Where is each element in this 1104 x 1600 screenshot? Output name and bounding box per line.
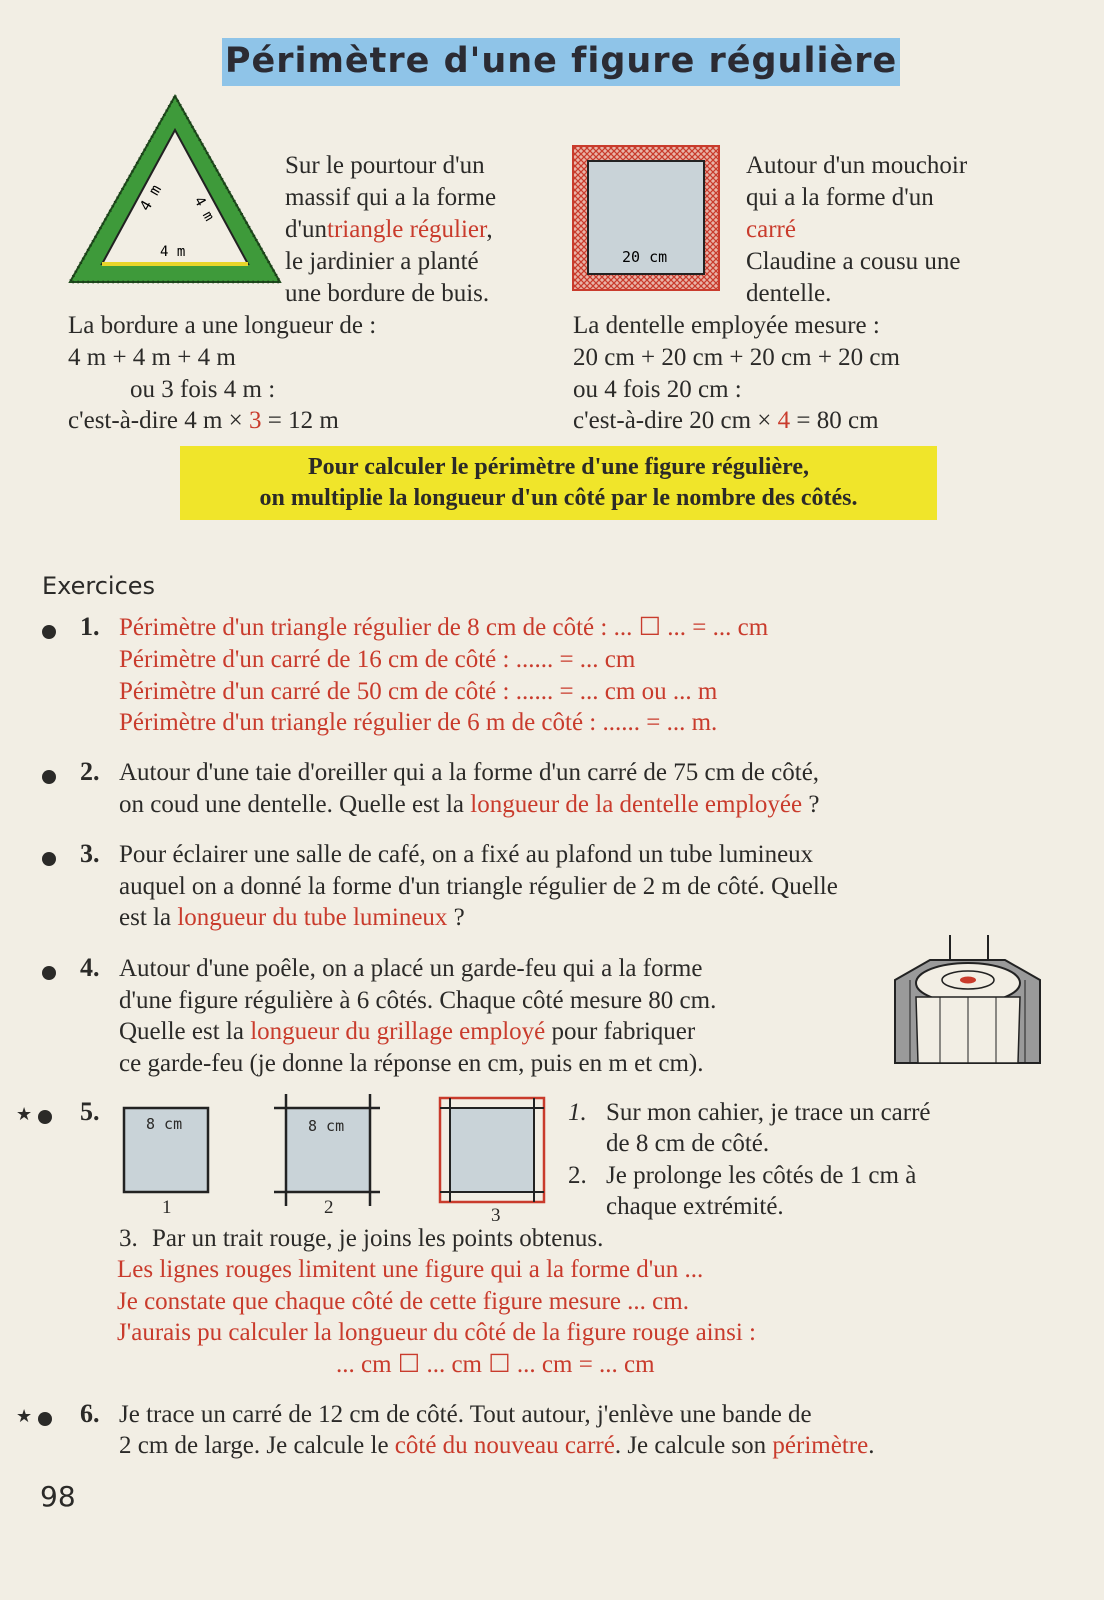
text: Quelle est la [119, 1018, 251, 1045]
exercises-heading: Exercices [42, 572, 156, 600]
bullet-icon [42, 966, 56, 980]
text-line: d'un [285, 216, 328, 243]
highlight-term: carré [746, 216, 796, 243]
exercise-number: 3. [80, 839, 100, 868]
exercise-4-line: d'une figure régulière à 6 côtés. Chaque côté mesure 80 cm. [119, 987, 717, 1014]
exercise-number: 1. [80, 612, 100, 641]
calc-result: = 12 m [261, 407, 339, 434]
step-number: 2. [568, 1162, 587, 1189]
bullet-icon [42, 852, 56, 866]
figure-number: 1 [162, 1197, 172, 1218]
highlight-term: longueur du grillage employé [250, 1018, 546, 1045]
square-text [746, 150, 1044, 310]
bullet-icon [38, 1110, 52, 1124]
figure-2-label: 8 cm [308, 1117, 345, 1135]
exercise-1-line: Périmètre d'un triangle régulier de 8 cm de côté : ... ☐ ... = ... cm [119, 614, 769, 641]
exercise-5-question: Les lignes rouges limitent une figure qui a la forme d'un ... [117, 1256, 704, 1283]
triangle-calc-4 [68, 405, 339, 437]
rule-box [180, 446, 937, 520]
triangle-illustration [68, 92, 283, 287]
triangle-side-label: 4 m [160, 244, 186, 260]
highlight-term: longueur de la dentelle employée [470, 791, 803, 818]
figure-1-label: 8 cm [146, 1115, 183, 1133]
text: ? [447, 904, 465, 931]
figure-number: 2 [324, 1197, 334, 1218]
exercise-number: 5. [80, 1097, 100, 1126]
text-line: dentelle. [746, 280, 832, 307]
exercise-5-question: Je constate que chaque côté de cette figure mesure ... cm. [117, 1288, 689, 1315]
triangle-calc-3: ou 3 fois 4 m : [130, 376, 276, 403]
exercise-1-line: Périmètre d'un carré de 16 cm de côté : ...... = ... cm [119, 646, 636, 673]
step-text: de 8 cm de côté. [606, 1130, 770, 1157]
bullet-icon [42, 625, 56, 639]
fireguard-stove-illustration [890, 935, 1045, 1070]
step-text: Sur mon cahier, je trace un carré [606, 1099, 931, 1126]
text-line: Autour d'un mouchoir [746, 152, 968, 179]
exercise-1-line: Périmètre d'un carré de 50 cm de côté : ...... = ... cm ou ... m [119, 678, 718, 705]
exercise-number: 4. [80, 953, 100, 982]
star-icon: ★ [16, 1406, 33, 1426]
exercise-5-formula: ... cm ☐ ... cm ☐ ... cm = ... cm [336, 1351, 655, 1378]
square-calc-3: ou 4 fois 20 cm : [573, 376, 742, 403]
exercise-6-line: Je trace un carré de 12 cm de côté. Tout autour, j'enlève une bande de [119, 1401, 812, 1428]
bullet-icon [38, 1412, 52, 1426]
exercise-4-line: Autour d'une poêle, on a placé un garde-feu qui a la forme [119, 955, 703, 982]
square-calc-1: La dentelle employée mesure : [573, 312, 880, 339]
text: on coud une dentelle. Quelle est la [119, 791, 471, 818]
triangle-text [285, 150, 545, 310]
highlight-term: périmètre [772, 1432, 869, 1459]
calc-result: = 80 cm [790, 407, 879, 434]
rule-line: on multiplie la longueur d'un côté par le nombre des côtés. [259, 485, 858, 511]
step-text: chaque extrémité. [606, 1193, 784, 1220]
exercise-4-line [119, 1016, 695, 1048]
exercise-3-line [119, 902, 465, 934]
text-line: une bordure de buis. [285, 280, 490, 307]
exercise-3-line: auquel on a donné la forme d'un triangle régulier de 2 m de côté. Quelle [119, 873, 838, 900]
star-icon: ★ [16, 1104, 33, 1124]
exercise-3-line: Pour éclairer une salle de café, on a fixé au plafond un tube lumineux [119, 841, 814, 868]
text-line: le jardinier a planté [285, 248, 479, 275]
highlight-term: triangle régulier [327, 216, 487, 243]
page-number: 98 [40, 1480, 76, 1513]
text-line: qui a la forme d'un [746, 184, 934, 211]
triangle-calc-1: La bordure a une longueur de : [68, 312, 377, 339]
rule-line: Pour calculer le périmètre d'une figure régulière, [308, 454, 809, 480]
square-calc-4 [573, 405, 879, 437]
text-punct: , [486, 216, 493, 243]
calc-text: c'est-à-dire 4 m × [68, 407, 250, 434]
exercise-number: 2. [80, 757, 100, 786]
text: 2 cm de large. Je calcule le [119, 1432, 395, 1459]
exercise-5-question: J'aurais pu calculer la longueur du côté de la figure rouge ainsi : [117, 1319, 756, 1346]
svg-text:4 m: 4 m [135, 181, 166, 214]
text: . [868, 1432, 875, 1459]
exercise-number: 6. [80, 1399, 100, 1428]
text: pour fabriquer [545, 1018, 696, 1045]
step-number: 1. [568, 1099, 587, 1126]
step-text: Par un trait rouge, je joins les points obtenus. [152, 1225, 604, 1252]
exercise-2-line [119, 789, 819, 821]
calc-text: c'est-à-dire 20 cm × [573, 407, 778, 434]
highlight-term: longueur du tube lumineux [177, 904, 448, 931]
text: ? [802, 791, 820, 818]
square-side-label: 20 cm [622, 248, 668, 266]
text-line: Claudine a cousu une [746, 248, 961, 275]
exercise-1-line: Périmètre d'un triangle régulier de 6 m de côté : ...... = ... m. [119, 709, 718, 736]
calc-multiplier: 4 [777, 407, 791, 434]
calc-multiplier: 3 [249, 407, 262, 434]
bullet-icon [42, 770, 56, 784]
svg-text:4 m: 4 m [190, 194, 218, 224]
square-calc-2: 20 cm + 20 cm + 20 cm + 20 cm [573, 344, 900, 371]
exercise-4-line: ce garde-feu (je donne la réponse en cm, puis en m et cm). [119, 1050, 704, 1077]
handkerchief-square-illustration [572, 145, 720, 291]
text: . Je calcule son [614, 1432, 773, 1459]
page-title: Périmètre d'une figure régulière [222, 38, 900, 86]
triangle-calc-2: 4 m + 4 m + 4 m [68, 344, 236, 371]
text-line: massif qui a la forme [285, 184, 497, 211]
highlight-term: côté du nouveau carré [394, 1432, 615, 1459]
figure-number: 3 [491, 1205, 501, 1226]
exercise-6-line [119, 1430, 874, 1462]
step-number: 3. [119, 1225, 138, 1252]
text: est la [119, 904, 178, 931]
exercise-2-line: Autour d'une taie d'oreiller qui a la forme d'un carré de 75 cm de côté, [119, 759, 820, 786]
text-line: Sur le pourtour d'un [285, 152, 485, 179]
step-text: Je prolonge les côtés de 1 cm à [606, 1162, 917, 1189]
